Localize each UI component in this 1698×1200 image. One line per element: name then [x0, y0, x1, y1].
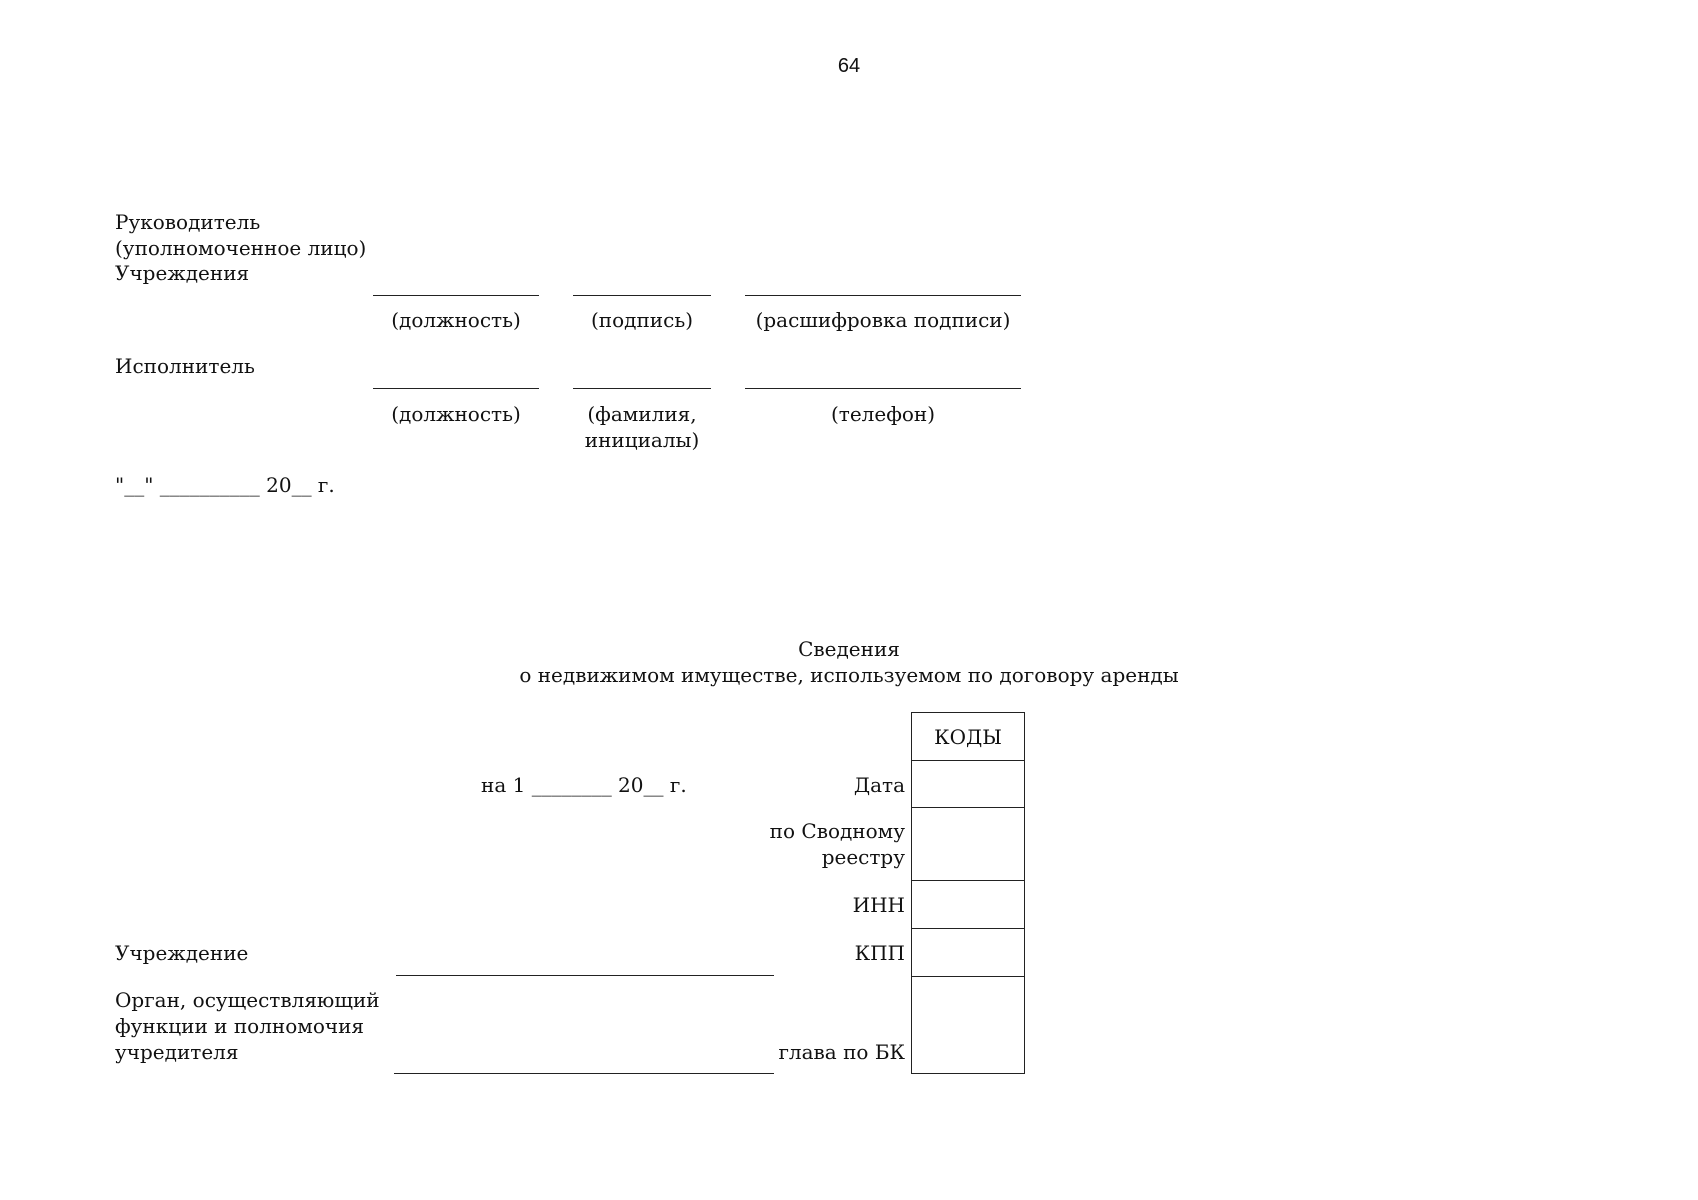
- signature-date-line: "__" __________ 20__ г.: [115, 473, 335, 497]
- founder-line: [394, 1073, 774, 1074]
- institution-label: Учреждение: [115, 941, 249, 965]
- executor-name-caption-line-1: (фамилия,: [587, 402, 697, 426]
- founder-label-line-1: Орган, осуществляющий: [115, 988, 380, 1012]
- as-of-date: на 1 ________ 20__ г.: [481, 773, 687, 797]
- code-label-date: Дата: [853, 773, 905, 797]
- executor-phone-line: [745, 388, 1021, 389]
- code-cell-date[interactable]: [912, 761, 1024, 808]
- code-label-inn: ИНН: [852, 893, 905, 917]
- form-title: Сведения: [798, 637, 900, 661]
- head-signature-line: [573, 295, 711, 296]
- code-label-kpp: КПП: [854, 941, 905, 965]
- code-label-registry-line-2: реестру: [821, 845, 905, 869]
- head-label-line-3: Учреждения: [115, 261, 250, 285]
- executor-name-line: [573, 388, 711, 389]
- head-decoding-caption: (расшифровка подписи): [755, 308, 1011, 332]
- head-label-line-2: (уполномоченное лицо): [115, 236, 367, 260]
- executor-position-caption: (должность): [391, 402, 521, 426]
- head-position-line: [373, 295, 539, 296]
- founder-label-line-3: учредителя: [115, 1040, 239, 1064]
- executor-name-caption-line-2: инициалы): [584, 428, 700, 452]
- head-label-line-1: Руководитель: [115, 210, 261, 234]
- founder-label-line-2: функции и полномочия: [115, 1014, 365, 1038]
- institution-line: [396, 975, 774, 976]
- code-label-chapter: глава по БК: [778, 1040, 905, 1064]
- codes-header: КОДЫ: [912, 713, 1024, 761]
- code-cell-registry[interactable]: [912, 808, 1024, 881]
- head-signature-caption: (подпись): [590, 308, 694, 332]
- code-cell-kpp[interactable]: [912, 929, 1024, 977]
- executor-position-line: [373, 388, 539, 389]
- head-position-caption: (должность): [391, 308, 521, 332]
- head-decoding-line: [745, 295, 1021, 296]
- form-subtitle: о недвижимом имуществе, используемом по договору аренды: [519, 663, 1179, 687]
- executor-phone-caption: (телефон): [830, 402, 936, 426]
- code-cell-inn[interactable]: [912, 881, 1024, 929]
- executor-label: Исполнитель: [115, 354, 255, 378]
- form-title-block: [0, 636, 1698, 688]
- code-label-registry-line-1: по Сводному: [769, 819, 905, 843]
- code-cell-chapter[interactable]: [912, 977, 1024, 1073]
- codes-table: [911, 712, 1025, 1074]
- page-number: 64: [837, 55, 861, 77]
